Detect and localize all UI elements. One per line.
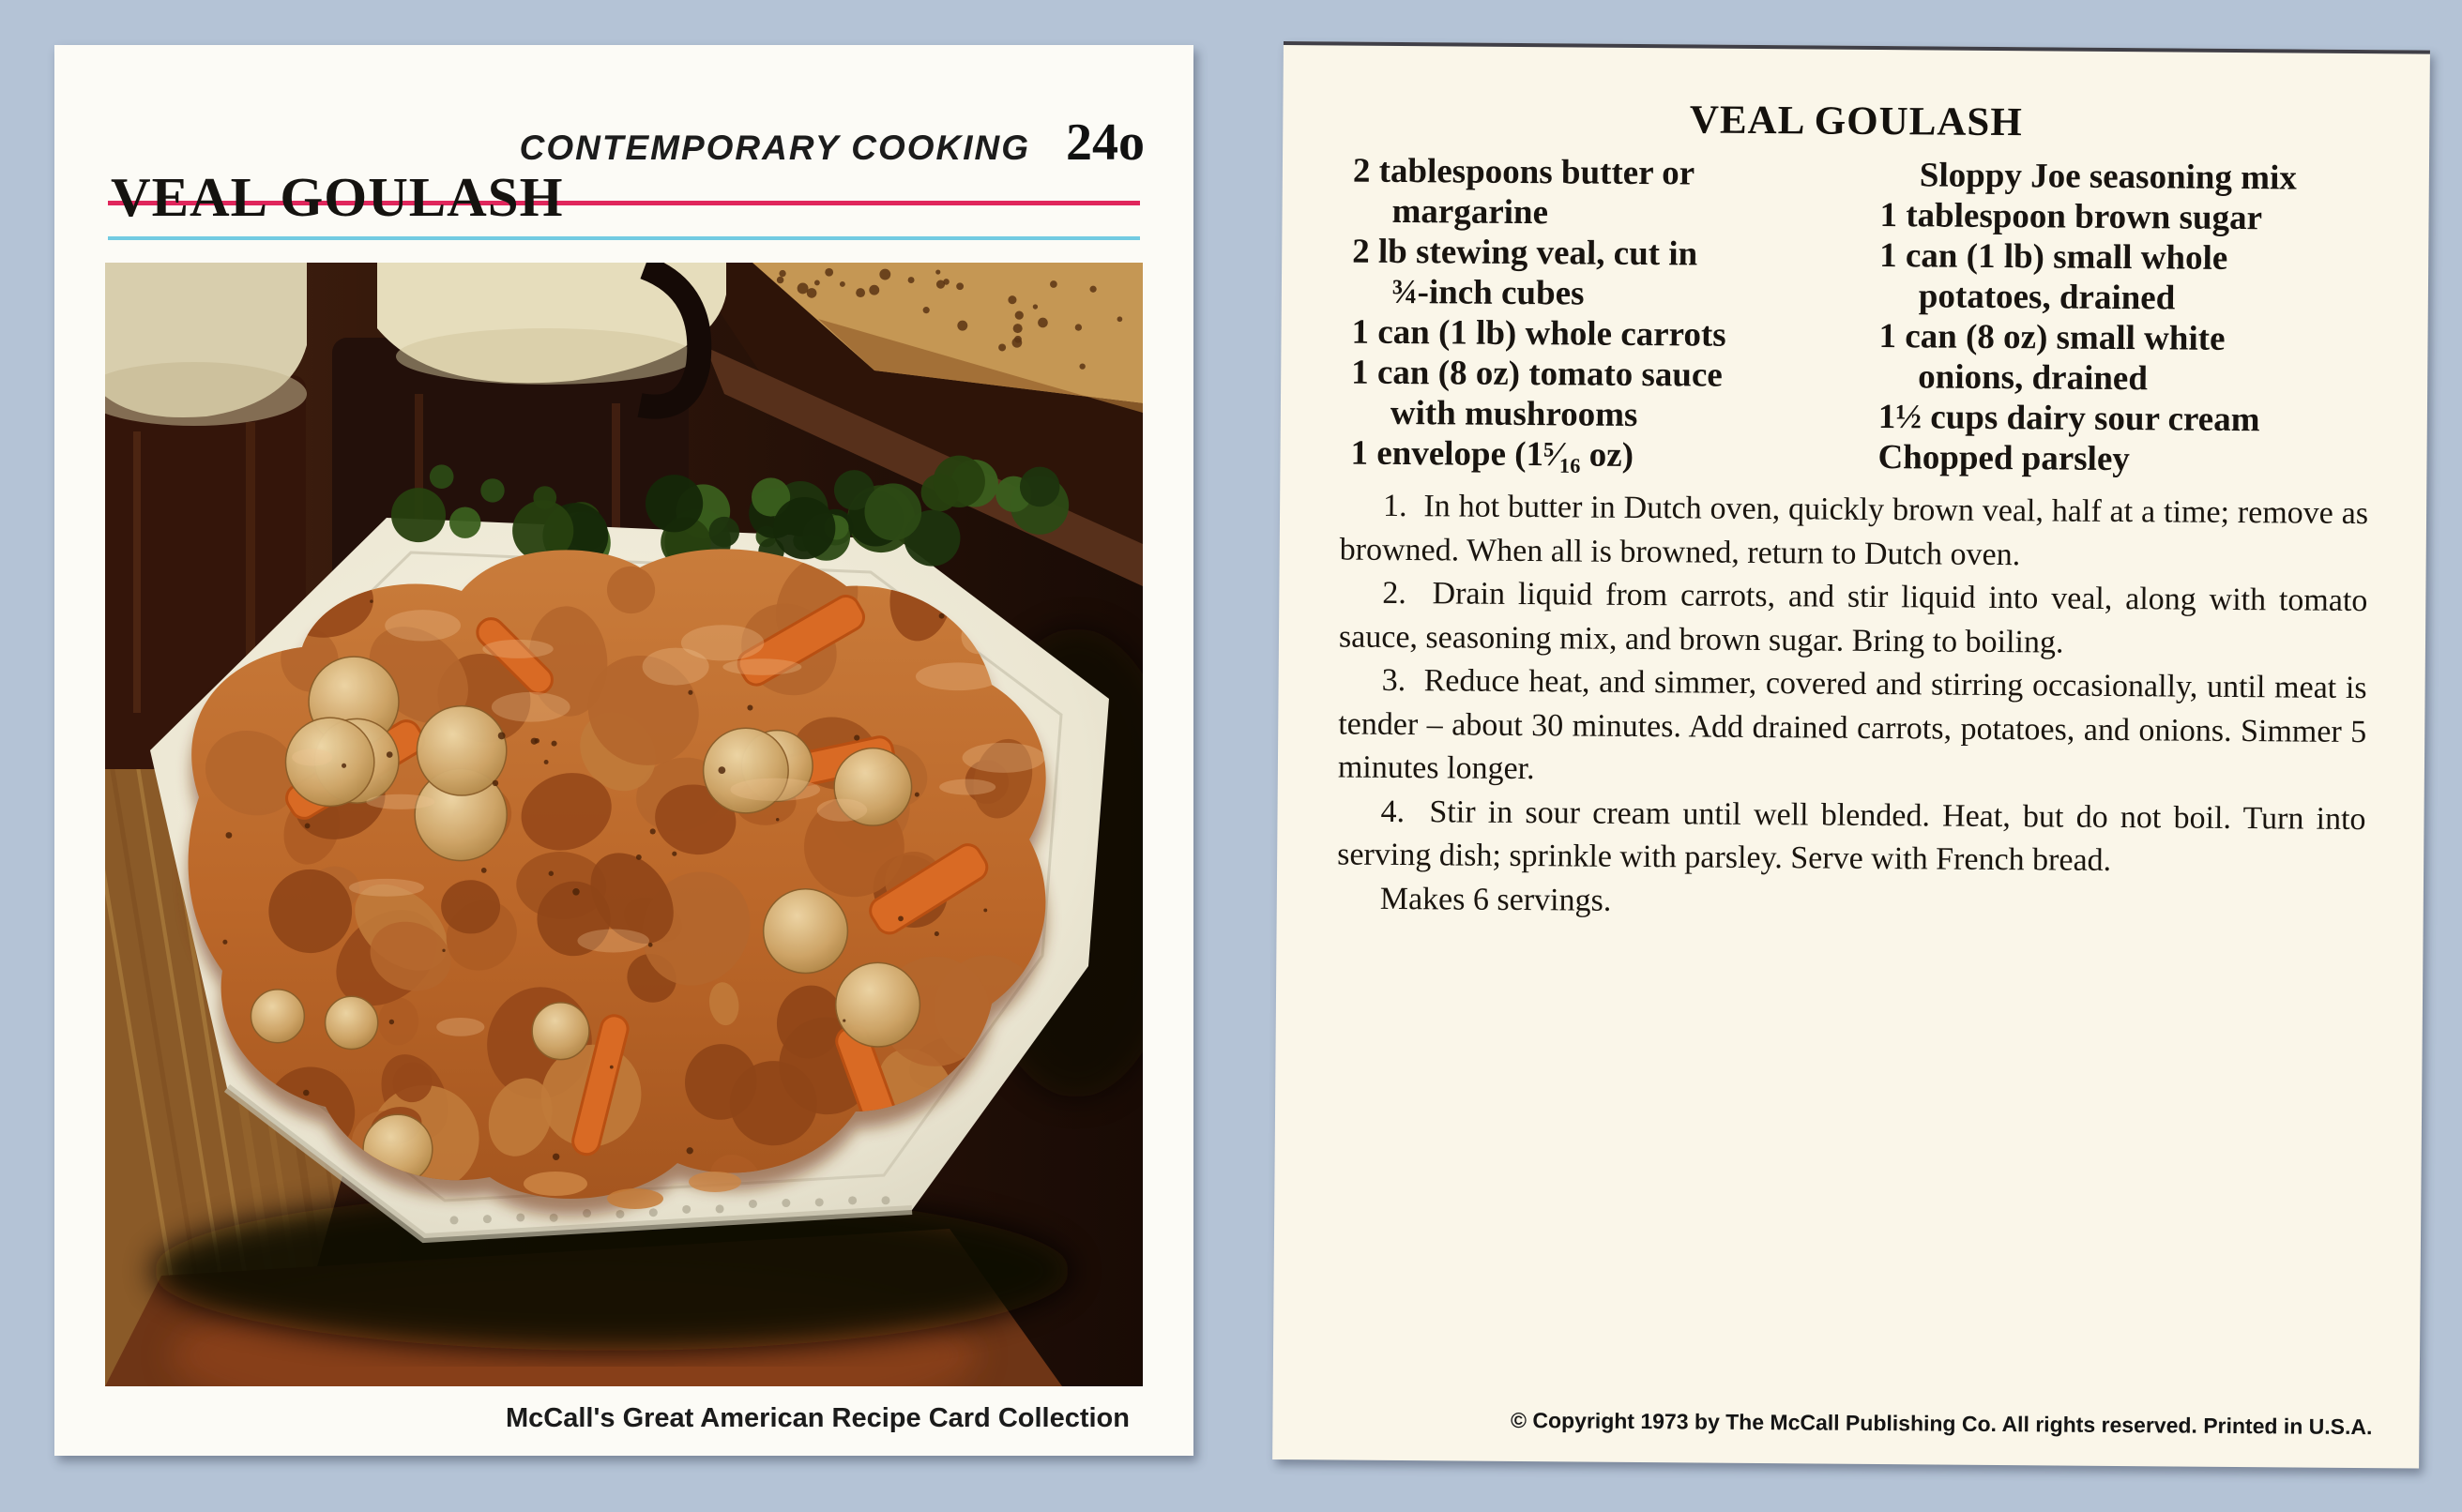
ingredient-line: 1 can (1 lb) whole carrots <box>1351 312 1726 355</box>
ingredient-line: with mushrooms <box>1390 393 1638 434</box>
ingredient-line: 1 tablespoon brown sugar <box>1879 195 2263 238</box>
ingredient-line: 1 can (1 lb) small whole <box>1879 235 2228 278</box>
recipe-title-back: VEAL GOULASH <box>1689 98 2023 145</box>
collection-caption: McCall's Great American Recipe Card Collection <box>506 1403 1130 1433</box>
ingredient-line: potatoes, drained <box>1918 277 2176 318</box>
ingredient-line: Sloppy Joe seasoning mix <box>1919 156 2298 198</box>
instructions <box>1337 484 2369 929</box>
accent-rule-blue <box>108 236 1140 240</box>
recipe-title-front: VEAL GOULASH <box>111 166 564 228</box>
instruction-step: 2. Drain liquid from carrots, and stir liquid into veal, along with tomato sauce, seasoning mix, and brown sugar. Bring to boiling. <box>1338 575 2368 660</box>
recipe-card-front <box>54 45 1193 1456</box>
series-label: CONTEMPORARY COOKING <box>519 129 1030 167</box>
ingredient-line: 2 lb stewing veal, cut in <box>1352 232 1698 274</box>
ingredient-line: onions, drained <box>1918 357 2149 399</box>
ingredient-line: Chopped parsley <box>1877 437 2131 479</box>
food-photo-illustration <box>105 263 1143 1386</box>
ingredient-line: 1 envelope (1⁵⁄₁₆ oz) <box>1350 433 1634 475</box>
instruction-step: 3. Reduce heat, and simmer, covered and stirring occasionally, until meat is tender – about 30 minutes. Add drained carrots, potatoes, and onions. Simmer 5 minutes longer. <box>1337 662 2367 787</box>
ingredient-line: ¾-inch cubes <box>1391 272 1585 313</box>
copyright-line: © Copyright 1973 by The McCall Publishing Co. All rights reserved. Printed in U.S.A. <box>1510 1407 2373 1440</box>
ingredient-line: 1½ cups dairy sour cream <box>1877 397 2260 440</box>
ingredient-line: 2 tablespoons butter or <box>1352 151 1695 193</box>
instruction-step: 4. Stir in sour cream until well blended. Heat, but do not boil. Turn into serving dish; sprinkle with parsley. Serve with French bread. <box>1337 794 2366 878</box>
ingredients-list <box>1350 151 2378 482</box>
ingredient-line: 1 can (8 oz) small white <box>1878 316 2226 358</box>
yield-line: Makes 6 servings. <box>1379 881 1612 918</box>
ingredient-line: margarine <box>1391 191 1549 233</box>
recipe-card-back <box>1272 41 2430 1469</box>
ingredients-column-right <box>1877 155 2378 481</box>
ingredient-line: 1 can (8 oz) tomato sauce <box>1351 353 1723 395</box>
ingredients-column-left <box>1350 151 1880 477</box>
food-photo <box>105 263 1143 1386</box>
instruction-step: 1. In hot butter in Dutch oven, quickly brown veal, half at a time; remove as browned. When all is browned, return to Dutch oven. <box>1339 488 2369 572</box>
card-number: 24o <box>1066 113 1145 172</box>
front-header <box>520 113 1145 173</box>
